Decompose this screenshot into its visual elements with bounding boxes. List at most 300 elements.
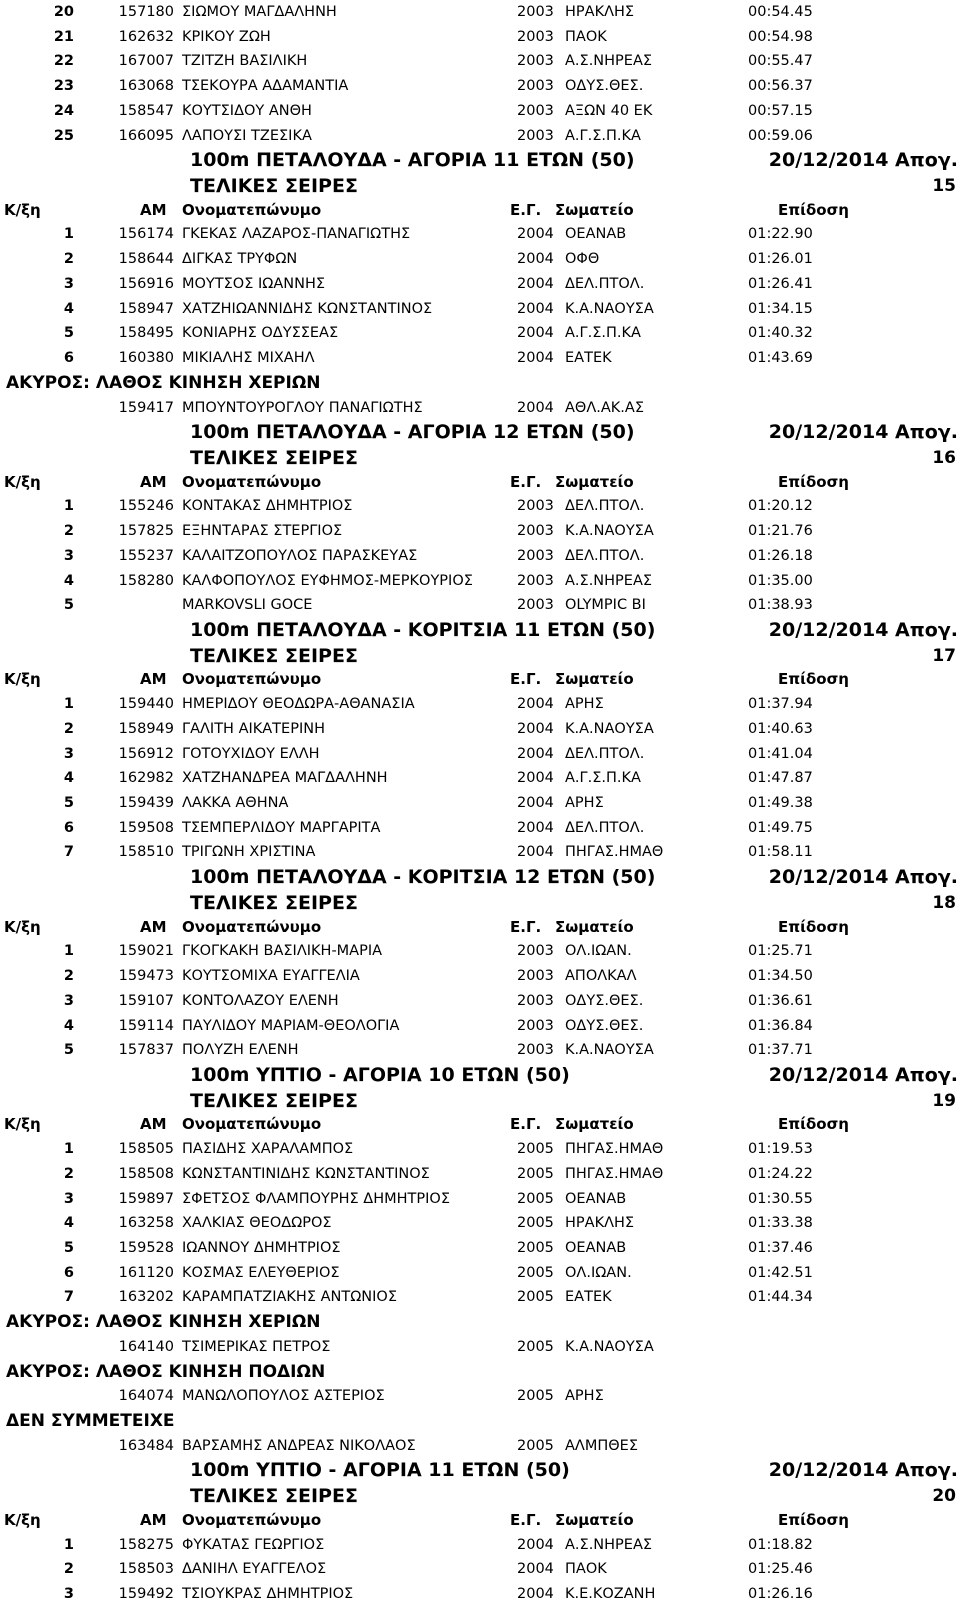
birth-year: 2003 [517,1017,554,1034]
event-number: 15 [932,176,956,197]
result-row [0,124,960,149]
athlete-name: ΚΑΛΑΙΤΖΟΠΟΥΛΟΣ ΠΑΡΑΣΚΕΥΑΣ [182,547,418,564]
athlete-name: ΧΑΤΖΗΙΩΑΝΝΙΔΗΣ ΚΩΝΣΤΑΝΤΙΝΟΣ [182,300,433,317]
athlete-name: ΔΑΝΙΗΛ ΕΥΑΓΓΕΛΟΣ [182,1561,327,1578]
time-result: 01:36.61 [748,992,813,1009]
time-result: 01:18.82 [748,1536,813,1553]
birth-year: 2004 [517,795,554,812]
birth-year: 2005 [517,1141,554,1158]
rank-cell: 1 [63,226,74,243]
result-row [0,49,960,74]
club-name: Κ.Α.ΝΑΟΥΣΑ [565,1338,654,1355]
am-cell: 163258 [118,1215,174,1232]
header-club: Σωματείο [555,670,634,689]
result-row [0,1384,960,1409]
am-cell: 158495 [118,325,174,342]
rank-cell: 3 [63,745,74,762]
am-cell: 167007 [118,53,174,70]
result-row [0,989,960,1014]
rank-cell: 2 [63,968,74,985]
header-rank: Κ/ξη [4,670,41,689]
birth-year: 2005 [517,1388,554,1405]
club-name: Κ.Α.ΝΑΟΥΣΑ [565,1042,654,1059]
result-row [0,544,960,569]
birth-year: 2005 [517,1338,554,1355]
result-row [0,964,960,989]
club-name: ΟΦΘ [565,251,600,268]
am-cell: 156174 [118,226,174,243]
club-name: ΟΔΥΣ.ΘΕΣ. [565,992,644,1009]
club-name: ΟΛ.ΙΩΑΝ. [565,943,632,960]
club-name: ΔΕΛ.ΠΤΟΛ. [565,275,645,292]
header-time: Επίδοση [778,670,849,689]
event-date: 20/12/2014 Απογ. [768,619,958,641]
result-row [0,1014,960,1039]
am-cell: 164140 [118,1338,174,1355]
athlete-name: ΠΟΛΥΖΗ ΕΛΕΝΗ [182,1042,299,1059]
athlete-name: ΤΣΕΜΠΕΡΛΙΔΟΥ ΜΑΡΓΑΡΙΤΑ [182,819,381,836]
header-rank: Κ/ξη [4,1115,41,1134]
rank-cell: 21 [53,28,74,45]
birth-year: 2004 [517,1536,554,1553]
birth-year: 2005 [517,1165,554,1182]
athlete-name: ΤΣΙΜΕΡΙΚΑΣ ΠΕΤΡΟΣ [182,1338,331,1355]
birth-year: 2003 [517,498,554,515]
rank-cell: 1 [63,498,74,515]
rank-cell: 1 [63,1141,74,1158]
am-cell: 159417 [118,399,174,416]
am-cell: 158510 [118,844,174,861]
athlete-name: ΚΟΣΜΑΣ ΕΛΕΥΘΕΡΙΟΣ [182,1264,340,1281]
header-rank: Κ/ξη [4,200,41,219]
rank-cell: 4 [63,572,74,589]
birth-year: 2004 [517,226,554,243]
result-row [0,1434,960,1459]
club-name: ΟΕΑΝΑΒ [565,1240,627,1256]
am-cell: 158505 [118,1141,174,1158]
time-result: 01:25.46 [748,1561,813,1578]
am-cell: 159021 [118,943,174,960]
header-time: Επίδοση [778,917,849,936]
header-year: Ε.Γ. [510,670,542,689]
athlete-name: ΠΑΣΙΔΗΣ ΧΑΡΑΛΑΜΠΟΣ [182,1141,354,1158]
event-title-row [0,148,960,173]
header-rank: Κ/ξη [4,1510,41,1529]
birth-year: 2004 [517,720,554,737]
time-result: 01:30.55 [748,1190,813,1207]
rank-cell: 5 [63,597,74,614]
am-cell: 159897 [118,1190,174,1207]
rank-cell: 5 [63,1240,74,1256]
status-label: ΑΚΥΡΟΣ: ΛΑΘΟΣ ΚΙΝΗΣΗ ΠΟΔΙΩΝ [6,1361,326,1382]
result-row [0,1038,960,1063]
event-title: 100m ΠΕΤΑΛΟΥΔΑ - ΚΟΡΙΤΣΙΑ 11 ΕΤΩΝ (50) [190,619,656,641]
header-am: ΑΜ [140,1510,167,1529]
club-name: ΑΡΗΣ [565,1388,604,1405]
rank-cell: 6 [63,819,74,836]
club-name: ΑΠΟΛΚΑΛ [565,968,637,985]
rank-cell: 4 [63,770,74,787]
birth-year: 2003 [517,597,554,614]
athlete-name: ΦΥΚΑΤΑΣ ΓΕΩΡΓΙΟΣ [182,1536,325,1553]
athlete-name: ΧΑΤΖΗΑΝΔΡΕΑ ΜΑΓΔΑΛΗΝΗ [182,770,388,787]
am-cell: 163484 [118,1437,174,1454]
am-cell: 163068 [118,78,174,95]
result-row [0,1557,960,1582]
time-result: 01:26.01 [748,251,813,268]
am-cell: 158275 [118,1536,174,1553]
athlete-name: ΓΚΕΚΑΣ ΛΑΖΑΡΟΣ-ΠΑΝΑΓΙΩΤΗΣ [182,226,411,243]
birth-year: 2004 [517,350,554,367]
event-number: 19 [932,1090,956,1111]
time-result: 01:40.32 [748,325,813,342]
rank-cell: 23 [53,78,74,95]
result-row [0,297,960,322]
event-date: 20/12/2014 Απογ. [768,421,958,444]
club-name: ΕΑΤΕΚ [565,350,612,367]
am-cell: 158508 [118,1165,174,1182]
header-club: Σωματείο [555,472,634,491]
result-row [0,1137,960,1162]
am-cell: 163202 [118,1289,174,1306]
birth-year: 2003 [517,968,554,985]
series-row [0,890,960,915]
event-date: 20/12/2014 Απογ. [768,149,958,172]
rank-cell: 1 [63,1536,74,1553]
birth-year: 2005 [517,1264,554,1281]
header-year: Ε.Γ. [510,200,542,219]
rank-cell: 3 [63,992,74,1009]
result-row [0,939,960,964]
time-result: 01:40.63 [748,720,813,737]
time-result: 01:38.93 [748,597,813,614]
club-name: Α.Σ.ΝΗΡΕΑΣ [565,53,653,70]
birth-year: 2004 [517,770,554,787]
header-am: ΑΜ [140,917,167,936]
result-row [0,742,960,767]
series-label: ΤΕΛΙΚΕΣ ΣΕΙΡΕΣ [190,1485,358,1508]
athlete-name: ΜΠΟΥΝΤΟΥΡΟΓΛΟΥ ΠΑΝΑΓΙΩΤΗΣ [182,399,423,416]
event-title-row [0,420,960,445]
club-name: ΠΗΓΑΣ.ΗΜΑΘ [565,844,664,861]
event-title: 100m ΠΕΤΑΛΟΥΔΑ - ΚΟΡΙΤΣΙΑ 12 ΕΤΩΝ (50) [190,866,656,889]
result-row [0,519,960,544]
event-number: 18 [932,892,956,913]
result-row [0,494,960,519]
club-name: Κ.Α.ΝΑΟΥΣΑ [565,300,654,317]
am-cell: 160380 [118,350,174,367]
rank-cell: 7 [63,844,74,861]
result-row [0,1236,960,1261]
time-result: 01:33.38 [748,1215,813,1232]
result-row [0,840,960,865]
time-result: 01:58.11 [748,844,813,861]
club-name: ΟΛ.ΙΩΑΝ. [565,1264,632,1281]
rank-cell: 3 [63,1190,74,1207]
am-cell: 159440 [118,696,174,713]
time-result: 01:22.90 [748,226,813,243]
birth-year: 2003 [517,992,554,1009]
column-header [0,667,960,692]
header-year: Ε.Γ. [510,917,542,936]
birth-year: 2004 [517,696,554,713]
header-am: ΑΜ [140,670,167,689]
rank-cell: 24 [53,102,74,119]
header-name: Ονοματεπώνυμο [182,200,322,219]
rank-cell: 6 [63,350,74,367]
athlete-name: ΔΙΓΚΑΣ ΤΡΥΦΩΝ [182,251,298,268]
time-result: 01:41.04 [748,745,813,762]
result-row [0,1582,960,1607]
club-name: ΔΕΛ.ΠΤΟΛ. [565,547,645,564]
header-am: ΑΜ [140,1115,167,1134]
club-name: ΑΛΜΠΘΕΣ [565,1437,638,1454]
am-cell: 158947 [118,300,174,317]
rank-cell: 6 [63,1264,74,1281]
am-cell: 159107 [118,992,174,1009]
event-title: 100m ΠΕΤΑΛΟΥΔΑ - ΑΓΟΡΙΑ 12 ΕΤΩΝ (50) [190,421,635,444]
club-name: ΑΘΛ.ΑΚ.ΑΣ [565,399,644,416]
birth-year: 2005 [517,1215,554,1232]
result-row [0,346,960,371]
column-header [0,915,960,940]
header-rank: Κ/ξη [4,472,41,491]
rank-cell: 4 [63,300,74,317]
header-time: Επίδοση [778,1115,849,1134]
rank-cell: 3 [63,275,74,292]
event-date: 20/12/2014 Απογ. [768,1063,958,1086]
birth-year: 2004 [517,844,554,861]
am-cell: 158280 [118,572,174,589]
series-row [0,1483,960,1508]
birth-year: 2003 [517,53,554,70]
result-row [0,321,960,346]
result-row [0,1335,960,1360]
club-name: ΔΕΛ.ΠΤΟΛ. [565,819,645,836]
athlete-name: ΛΑΚΚΑ ΑΘΗΝΑ [182,795,289,812]
athlete-name: ΚΑΛΦΟΠΟΥΛΟΣ ΕΥΦΗΜΟΣ-ΜΕΡΚΟΥΡΙΟΣ [182,572,473,589]
athlete-name: ΜΟΥΤΣΟΣ ΙΩΑΝΝΗΣ [182,275,326,292]
am-cell: 156912 [118,745,174,762]
event-title-row [0,1063,960,1088]
event-number: 20 [932,1486,956,1507]
am-cell: 159492 [118,1586,174,1603]
athlete-name: ΤΣΕΚΟΥΡΑ ΑΔΑΜΑΝΤΙΑ [182,78,349,95]
am-cell: 162632 [118,28,174,45]
series-label: ΤΕΛΙΚΕΣ ΣΕΙΡΕΣ [190,891,358,914]
time-result: 01:37.46 [748,1240,813,1256]
rank-cell: 25 [53,127,74,144]
am-cell: 166095 [118,127,174,144]
club-name: ΟΔΥΣ.ΘΕΣ. [565,78,644,95]
birth-year: 2004 [517,275,554,292]
birth-year: 2004 [517,1561,554,1578]
time-result: 01:47.87 [748,770,813,787]
series-row [0,173,960,198]
athlete-name: ΓΟΤΟΥΧΙΔΟΥ ΕΛΛΗ [182,745,320,762]
result-row [0,0,960,25]
time-result: 01:44.34 [748,1289,813,1306]
am-cell: 164074 [118,1388,174,1405]
time-result: 01:25.71 [748,943,813,960]
time-result: 00:54.45 [748,4,813,20]
club-name: Κ.Α.ΝΑΟΥΣΑ [565,720,654,737]
am-cell: 159114 [118,1017,174,1034]
birth-year: 2005 [517,1289,554,1306]
header-name: Ονοματεπώνυμο [182,1510,322,1529]
birth-year: 2003 [517,127,554,144]
result-row [0,247,960,272]
athlete-name: ΗΜΕΡΙΔΟΥ ΘΕΟΔΩΡΑ-ΑΘΑΝΑΣΙΑ [182,696,415,713]
athlete-name: ΛΑΠΟΥΣΙ ΤΖΕΣΙΚΑ [182,127,312,144]
birth-year: 2004 [517,300,554,317]
club-name: ΑΡΗΣ [565,795,604,812]
athlete-name: ΤΡΙΓΩΝΗ ΧΡΙΣΤΙΝΑ [182,844,316,861]
rank-cell: 20 [53,4,74,20]
event-date: 20/12/2014 Απογ. [768,866,958,889]
birth-year: 2003 [517,1042,554,1059]
header-year: Ε.Γ. [510,1115,542,1134]
birth-year: 2004 [517,251,554,268]
club-name: Κ.Ε.ΚΟΖΑΝΗ [565,1586,656,1603]
am-cell: 159528 [118,1240,174,1256]
birth-year: 2004 [517,399,554,416]
athlete-name: ΚΟΥΤΣΟΜΙΧΑ ΕΥΑΓΓΕΛΙΑ [182,968,360,985]
club-name: ΔΕΛ.ΠΤΟΛ. [565,745,645,762]
result-row [0,593,960,618]
event-number: 17 [932,645,956,666]
am-cell: 155246 [118,498,174,515]
birth-year: 2004 [517,325,554,342]
club-name: ΕΑΤΕΚ [565,1289,612,1306]
time-result: 01:37.71 [748,1042,813,1059]
time-result: 01:26.41 [748,275,813,292]
header-year: Ε.Γ. [510,472,542,491]
athlete-name: MARKOVSLI GOCE [182,597,313,614]
athlete-name: ΚΩΝΣΤΑΝΤΙΝΙΔΗΣ ΚΩΝΣΤΑΝΤΙΝΟΣ [182,1165,430,1182]
time-result: 01:21.76 [748,523,813,540]
result-row [0,816,960,841]
birth-year: 2003 [517,78,554,95]
birth-year: 2004 [517,819,554,836]
club-name: ΠΑΟΚ [565,1561,607,1578]
event-title: 100m ΥΠΤΙΟ - ΑΓΟΡΙΑ 11 ΕΤΩΝ (50) [190,1459,570,1482]
athlete-name: ΓΑΛΙΤΗ ΑΙΚΑΤΕΡΙΝΗ [182,720,325,737]
status-label: ΔΕΝ ΣΥΜΜΕΤΕΙΧΕ [6,1411,175,1432]
athlete-name: ΜΙΚΙΑΛΗΣ ΜΙΧΑΗΛ [182,350,315,367]
result-row [0,1261,960,1286]
event-title-row [0,1458,960,1483]
event-title: 100m ΥΠΤΙΟ - ΑΓΟΡΙΑ 10 ΕΤΩΝ (50) [190,1063,570,1086]
time-result: 00:55.47 [748,53,813,70]
result-row [0,272,960,297]
am-cell: 159439 [118,795,174,812]
rank-cell: 2 [63,720,74,737]
club-name: Κ.Α.ΝΑΟΥΣΑ [565,523,654,540]
club-name: Α.Γ.Σ.Π.ΚΑ [565,127,641,144]
birth-year: 2003 [517,4,554,20]
club-name: ΗΡΑΚΛΗΣ [565,1215,635,1232]
club-name: Α.Σ.ΝΗΡΕΑΣ [565,572,653,589]
time-result: 01:42.51 [748,1264,813,1281]
rank-cell: 4 [63,1017,74,1034]
result-row [0,396,960,421]
birth-year: 2003 [517,572,554,589]
header-year: Ε.Γ. [510,1510,542,1529]
am-cell: 158949 [118,720,174,737]
header-club: Σωματείο [555,917,634,936]
athlete-name: ΕΞΗΝΤΑΡΑΣ ΣΤΕΡΓΙΟΣ [182,523,343,540]
time-result: 01:20.12 [748,498,813,515]
athlete-name: ΙΩΑΝΝΟΥ ΔΗΜΗΤΡΙΟΣ [182,1240,341,1256]
time-result: 00:59.06 [748,127,813,144]
result-row [0,1162,960,1187]
rank-cell: 5 [63,325,74,342]
column-header [0,1508,960,1533]
result-row [0,1187,960,1212]
time-result: 00:56.37 [748,78,813,95]
rank-cell: 3 [63,1586,74,1603]
result-row [0,99,960,124]
birth-year: 2003 [517,547,554,564]
series-row [0,643,960,668]
column-header [0,198,960,223]
event-title-row [0,618,960,643]
header-name: Ονοματεπώνυμο [182,472,322,491]
am-cell: 158503 [118,1561,174,1578]
birth-year: 2003 [517,943,554,960]
result-row [0,692,960,717]
club-name: OLYMPIC BI [565,597,646,614]
series-row [0,445,960,470]
event-number: 16 [932,447,956,468]
rank-cell: 1 [63,696,74,713]
result-row [0,222,960,247]
header-club: Σωματείο [555,1510,634,1529]
rank-cell: 5 [63,795,74,812]
am-cell: 159473 [118,968,174,985]
birth-year: 2004 [517,1586,554,1603]
time-result: 01:49.38 [748,795,813,812]
birth-year: 2005 [517,1190,554,1207]
athlete-name: ΒΑΡΣΑΜΗΣ ΑΝΔΡΕΑΣ ΝΙΚΟΛΑΟΣ [182,1437,416,1454]
athlete-name: ΚΟΝΙΑΡΗΣ ΟΔΥΣΣΕΑΣ [182,325,339,342]
club-name: ΟΕΑΝΑΒ [565,226,627,243]
am-cell: 161120 [118,1264,174,1281]
header-rank: Κ/ξη [4,917,41,936]
athlete-name: ΣΙΩΜΟΥ ΜΑΓΔΑΛΗΝΗ [182,4,337,20]
rank-cell: 2 [63,523,74,540]
birth-year: 2005 [517,1240,554,1256]
club-name: ΟΔΥΣ.ΘΕΣ. [565,1017,644,1034]
time-result: 01:26.16 [748,1586,813,1603]
result-row [0,25,960,50]
club-name: ΠΑΟΚ [565,28,607,45]
header-time: Επίδοση [778,472,849,491]
club-name: Α.Γ.Σ.Π.ΚΑ [565,770,641,787]
athlete-name: ΠΑΥΛΙΔΟΥ ΜΑΡΙΑΜ-ΘΕΟΛΟΓΙΑ [182,1017,400,1034]
time-result: 01:49.75 [748,819,813,836]
time-result: 01:35.00 [748,572,813,589]
am-cell: 155237 [118,547,174,564]
result-row [0,791,960,816]
athlete-name: ΧΑΛΚΙΑΣ ΘΕΟΔΩΡΟΣ [182,1215,332,1232]
am-cell: 157825 [118,523,174,540]
header-am: ΑΜ [140,200,167,219]
rank-cell: 1 [63,943,74,960]
rank-cell: 5 [63,1042,74,1059]
result-row [0,1285,960,1310]
